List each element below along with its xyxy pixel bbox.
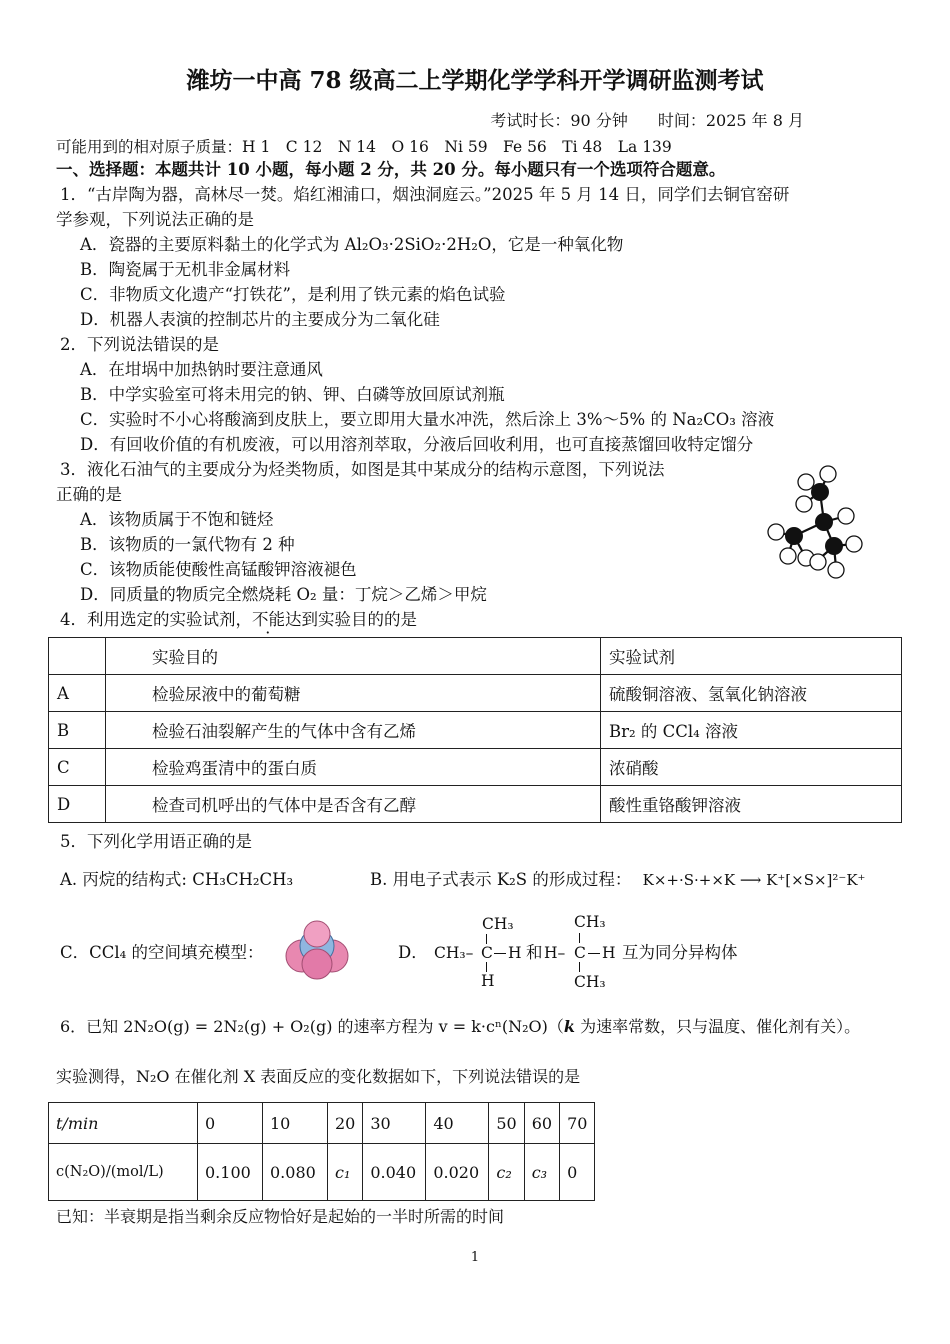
struct2-left-h: H– — [544, 944, 566, 962]
q6-stem-k: k — [563, 1017, 576, 1036]
page-number: 1 — [470, 1250, 480, 1265]
table-cell: 60 — [524, 1103, 559, 1144]
q6-stem-post: 为速率常数，只与温度、催化剂有关）。 — [575, 1017, 861, 1036]
ccl4-space-filling-model — [280, 918, 354, 980]
q6-stem-line2: 实验测得，N₂O 在催化剂 X 表面反应的变化数据如下，下列说法错误的是 — [56, 1067, 581, 1086]
table-cell: 0.080 — [263, 1144, 328, 1201]
struct2-bottom-ch3: CH₃ — [574, 973, 606, 991]
k2s-formation-formula: K×+·S·+×K ⟶ K⁺[×S×]²⁻K⁺ — [642, 871, 866, 889]
q5-option-d-tail: 互为同分异构体 — [622, 943, 738, 962]
q1-option-b: B．陶瓷属于无机非金属材料 — [80, 260, 291, 279]
struct2-bond-up — [579, 933, 580, 943]
table-cell: 检验尿液中的葡萄糖 — [106, 675, 601, 712]
table-cell: 0.100 — [198, 1144, 263, 1201]
struct1-bond-right — [494, 953, 506, 954]
exam-duration: 考试时长：90 分钟 — [490, 111, 628, 130]
table-cell: 检验石油裂解产生的气体中含有乙烯 — [106, 712, 601, 749]
struct1-carbon: C — [481, 944, 493, 962]
exam-meta — [490, 110, 804, 132]
table-cell: 10 — [263, 1103, 328, 1144]
table-row — [49, 749, 902, 786]
table-row — [49, 712, 902, 749]
q1-option-c: C．非物质文化遗产“打铁花”，是利用了铁元素的焰色试验 — [80, 285, 506, 304]
table-cell: 检验鸡蛋清中的蛋白质 — [106, 749, 601, 786]
q3-option-c: C．该物质能使酸性高锰酸钾溶液褪色 — [80, 560, 357, 579]
q5-stem: 5．下列化学用语正确的是 — [60, 832, 252, 851]
q5-option-b-text: B. 用电子式表示 K₂S 的形成过程： — [370, 870, 632, 889]
q4-stem — [60, 609, 417, 631]
table-cell: 0.020 — [426, 1144, 489, 1201]
struct2-carbon: C — [574, 944, 586, 962]
table-cell: Br₂ 的 CCl₄ 溶液 — [601, 712, 902, 749]
struct1-bond-up — [486, 934, 487, 944]
q3-stem-line1: 3．液化石油气的主要成分为烃类物质，如图是其中某成分的结构示意图，下列说法 — [60, 460, 665, 479]
table-row — [49, 786, 902, 823]
q5-option-b — [370, 869, 865, 891]
struct2-top-ch3: CH₃ — [574, 913, 606, 931]
table-cell: 检查司机呼出的气体中是否含有乙醇 — [106, 786, 601, 823]
table-cell: 50 — [489, 1103, 524, 1144]
exam-date: 时间：2025 年 8 月 — [657, 111, 804, 130]
q4-stem-pre: 4．利用选定的实验试剂， — [60, 610, 252, 629]
table-header-row — [49, 638, 902, 675]
table-cell: B — [49, 712, 106, 749]
q4-table — [48, 637, 902, 823]
q3-option-a: A．该物质属于不饱和链烃 — [80, 510, 274, 529]
exam-title: 潍坊一中高 78 级高二上学期化学学科开学调研监测考试 — [186, 67, 764, 94]
table-header-cell: 实验试剂 — [601, 638, 902, 675]
q3-option-d: D．同质量的物质完全燃烧耗 O₂ 量：丁烷＞乙烯＞甲烷 — [80, 585, 487, 604]
q1-option-a: A．瓷器的主要原料黏土的化学式为 Al₂O₃·2SiO₂·2H₂O，它是一种氧化物 — [80, 235, 624, 254]
table-cell: C — [49, 749, 106, 786]
q3-stem-line2: 正确的是 — [56, 485, 122, 504]
q2-option-d: D．有回收价值的有机废液，可以用溶剂萃取，分液后回收利用，也可直接蒸馏回收特定馏分 — [80, 435, 754, 454]
q1-stem-line2: 学参观，下列说法正确的是 — [56, 210, 254, 229]
table-cell: 浓硝酸 — [601, 749, 902, 786]
table-header-cell — [49, 638, 106, 675]
q5-option-c: C．CCl₄ 的空间填充模型： — [60, 943, 264, 962]
q2-option-c: C．实验时不小心将酸滴到皮肤上，要立即用大量水冲洗，然后涂上 3%～5% 的 Na₂CO₃ 溶液 — [80, 410, 775, 429]
q4-stem-emphasis: 不能 — [252, 610, 285, 629]
q2-option-b: B．中学实验室可将未用完的钠、钾、白磷等放回原试剂瓶 — [80, 385, 505, 404]
struct1-left-ch3: CH₃– — [434, 944, 474, 962]
struct1-right-h: H — [508, 944, 522, 962]
table-cell: 0.040 — [363, 1144, 426, 1201]
table-cell: 30 — [363, 1103, 426, 1144]
table-cell: 硫酸铜溶液、氢氧化钠溶液 — [601, 675, 902, 712]
table-row — [49, 1103, 595, 1144]
q5-option-a: A. 丙烷的结构式: CH₃CH₂CH₃ — [60, 870, 294, 889]
table-cell: 20 — [328, 1103, 363, 1144]
q3-option-b: B．该物质的一氯代物有 2 种 — [80, 535, 295, 554]
struct-and: 和 — [526, 943, 543, 962]
q1-option-d: D．机器人表演的控制芯片的主要成分为二氧化硅 — [80, 310, 440, 329]
table-cell: 0 — [198, 1103, 263, 1144]
atomic-masses: 可能用到的相对原子质量：H 1 C 12 N 14 O 16 Ni 59 Fe 56 Ti 48 La 139 — [56, 138, 672, 156]
molecule-ball-stick-model — [762, 462, 870, 584]
table-cell: 40 — [426, 1103, 489, 1144]
q2-option-a: A．在坩埚中加热钠时要注意通风 — [80, 360, 323, 379]
q1-stem-line1: 1．“古岸陶为器，高林尽一焚。焰红湘浦口，烟浊洞庭云。”2025 年 5 月 14 日，同学们去铜官窑研 — [60, 185, 790, 204]
q2-stem: 2．下列说法错误的是 — [60, 335, 219, 354]
table-header-cell: 实验目的 — [106, 638, 601, 675]
table-row-label: t/min — [49, 1103, 198, 1144]
q4-stem-post: 达到实验目的的是 — [285, 610, 417, 629]
table-cell: c₃ — [524, 1144, 559, 1201]
table-cell: 酸性重铬酸钾溶液 — [601, 786, 902, 823]
struct1-bottom-h: H — [481, 972, 495, 990]
table-row — [49, 675, 902, 712]
q6-stem-pre: 6．已知 2N₂O(g) = 2N₂(g) + O₂(g) 的速率方程为 v = k·cⁿ(N₂O)（ — [60, 1017, 564, 1036]
table-cell: 0 — [560, 1144, 595, 1201]
q6-stem-line1 — [60, 1016, 860, 1038]
table-row-label: c(N₂O)/(mol/L) — [49, 1144, 198, 1201]
struct1-top-ch3: CH₃ — [482, 915, 514, 933]
table-row — [49, 1144, 595, 1201]
q5-option-d-label: D． — [398, 943, 428, 962]
table-cell: A — [49, 675, 106, 712]
table-cell: c₁ — [328, 1144, 363, 1201]
table-cell: 70 — [560, 1103, 595, 1144]
table-cell: c₂ — [489, 1144, 524, 1201]
q6-note: 已知：半衰期是指当剩余反应物恰好是起始的一半时所需的时间 — [56, 1207, 505, 1226]
q6-data-table — [48, 1102, 595, 1201]
struct2-bond-right — [588, 953, 600, 954]
section-heading: 一、选择题：本题共计 10 小题，每小题 2 分，共 20 分。每小题只有一个选项符合题意。 — [56, 160, 726, 179]
table-cell: D — [49, 786, 106, 823]
struct2-right-h: H — [602, 944, 616, 962]
